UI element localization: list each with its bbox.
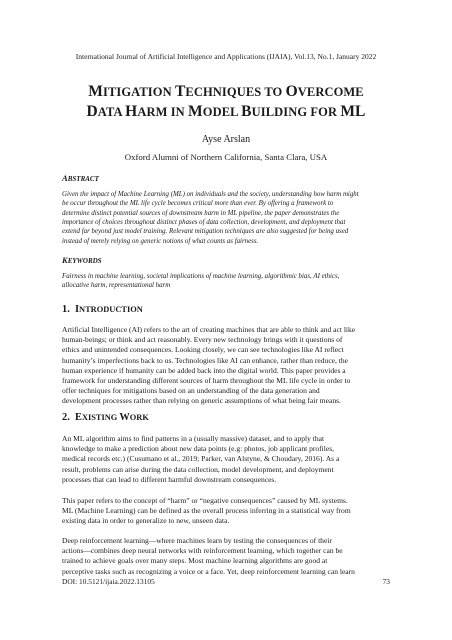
page-number: 73 — [382, 577, 390, 586]
title-line-2: DATA HARM IN MODEL BUILDING FOR ML — [86, 103, 366, 120]
author-affiliation: Oxford Alumni of Northern California, Santa Clara, USA — [124, 152, 328, 162]
existing-work-paragraph-2: This paper refers to the concept of “harm” or “negative consequences” caused by ML systems. ML (Machine Learning) can be defined as the overall process inferring in a statistical way from existing data in order to generalize to new, unseen data. — [62, 496, 351, 526]
page-footer — [62, 577, 390, 586]
introduction-paragraph: Artificial Intelligence (AI) refers to the art of creating machines that are able to think and act like human-beings; or think and act reasonably. Every new technology brings with it questions of ethics and unintended consequences. Looking closely, we can see technologies like AI reflect humanity’s imperfections back to us. Technologies like AI can enhance, rather than reduce, the human experience if humanity can be added back into the digital world. This paper provides a framework for understanding different sources of harm throughout the ML life cycle in order to offer techniques for mitigations based on an understanding of the data generation and development processes rather than relying on generic assumptions of what being fair means. — [62, 325, 356, 406]
existing-work-paragraph-1: An ML algorithm aims to find patterns in a (usually massive) dataset, and to apply that knowledge to make a prediction about new data points (e.g: photos, job applicant profiles, medical records etc.) (Cusumano et al., 2019; Parker, van Alstyne, & Choudary, 2016). As a result, problems can arise during the data collection, model development, and deployment processes that can lead to different harmful downstream consequences. — [62, 434, 340, 484]
author-name: Ayse Arslan — [201, 134, 251, 145]
title-line-1: MITIGATION TECHNIQUES TO OVERCOME — [88, 83, 364, 100]
section-heading-introduction: 1. INTRODUCTION — [62, 304, 143, 315]
abstract-heading: ABSTRACT — [62, 173, 99, 183]
existing-work-paragraph-3: Deep reinforcement learning—where machines learn by testing the consequences of their actions—combines deep neural networks with reinforcement learning, which together can be trained to achieve goals over many steps. Most machine learning algorithms are good at perceptive tasks such as recognizing a voice or a face. Yet, deep reinforcement learning can learn — [62, 536, 355, 576]
keywords-heading: KEYWORDS — [62, 255, 102, 265]
section-heading-existing-work: 2. EXISTING WORK — [62, 412, 149, 423]
doi-label: DOI: 10.5121/ijaia.2022.13105 — [62, 577, 155, 586]
paper-title — [0, 82, 452, 122]
running-header: International Journal of Artificial Intelligence and Applications (IJAIA), Vol.13, No.1, January 2022 — [75, 52, 377, 61]
keywords-text: Fairness in machine learning, societal implications of machine learning, algorithmic bias, AI ethics, allocative harm, representational harm — [62, 273, 340, 290]
abstract-text: Given the impact of Machine Learning (ML) on individuals and the society, understanding how harm might be occur throughout the ML life cycle becomes critical more than ever. By offering a framework to determine distinct potential sources of downstream harm in ML pipeline, the paper demonstrates the importance of choices throughout distinct phases of data collection, development, and deployment that extend far beyond just model training. Relevant mitigation techniques are also suggested for being used instead of merely relying on generic notions of what counts as fairness. — [62, 191, 359, 245]
